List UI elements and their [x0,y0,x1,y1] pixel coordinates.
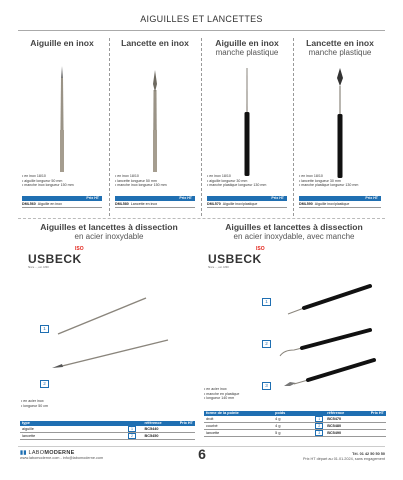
lancet-plastic-handle-image [297,60,383,190]
iso-badge: ISO [75,246,84,252]
section-specs: • en acier inox • longueur 50 cm [21,399,49,408]
footer-brand: ▮▮ LABOMODERNE www.labomoderne.com - info@labomoderne.com [20,450,104,460]
dissection-section-right [202,222,386,242]
column-divider [201,38,202,216]
price-bar: Prix HT [115,196,195,201]
reference-table-right: forme de la pointe poids référence Prix HT droit 4 g 1 BC5470 courbé 4 g 2 BC5480 lancette 5 g 3 BC5490 [206,411,384,435]
product-card-2 [113,38,197,216]
product-reference: DML570 Aiguille inox/plastique [207,202,287,208]
section-subtitle: en acier inoxydable [74,232,144,241]
product-title: Lancette en inox [306,38,374,48]
reference-table-left: type référence Prix HT aiguille 1 BC5440 lancette 2 BC5450 [22,421,193,438]
column-divider [293,38,294,216]
label-1: 1 [262,298,271,306]
product-card-4 [297,38,383,216]
product-reference: DML580 Lancette en inox [115,202,195,208]
product-specs: • en inox 18/10 • lancette longueur 50 mm • manche inox longueur 150 mm [115,174,167,188]
footer-info: Tél. 01 42 50 50 50 Prix HT départ au 01.01.2024, sans engagement [302,452,385,461]
footer-contact: www.labomoderne.com - info@labomoderne.com [20,456,104,460]
page-title: AIGUILLES ET LANCETTES [140,14,263,24]
section-title: Aiguilles et lancettes à dissection [40,222,178,232]
product-subtitle: manche plastique [215,48,279,57]
product-specs: • en inox 18/10 • aiguille longueur 30 mm • manche plastique longueur 130 mm [207,174,267,188]
product-title: Lancette en inox [121,38,189,48]
section-specs: • en acier inox • manche en plastique • longueur 140 mm [204,387,240,401]
label-1: 1 [40,325,49,333]
label-2: 2 [262,340,271,348]
product-title: Aiguille en inox [215,38,279,48]
table-row: courbé 4 g 2 BC5480 [204,423,386,430]
table-row: aiguille 1 BC5440 [20,426,195,433]
page-header [18,14,385,31]
product-card-1 [20,38,104,216]
usbeck-logo: USBECK Since ..., est. 1890 [28,252,82,269]
price-bar: Prix HT [207,196,287,201]
price-bar: Prix HT [22,196,102,201]
table-row: lancette 5 g 3 BC5490 [204,430,386,437]
lancet-image [113,60,197,190]
column-divider [109,38,110,216]
product-specs: • en inox 18/10 • lancette longueur 30 mm • manche plastique longueur 130 mm [299,174,359,188]
product-reference: DML590 Aiguille inox/plastique [299,202,381,208]
label-2: 2 [40,380,49,388]
label-3: 3 [262,382,271,390]
needle-image [20,60,104,190]
table-row: lancette 2 BC5450 [20,433,195,440]
table-row: droit 4 g 1 BC5470 [204,416,386,423]
section-subtitle: en acier inoxydable, avec manche [233,232,355,241]
product-card-3 [205,38,289,216]
product-reference: DML560 Aiguille en inox [22,202,102,208]
product-specs: • en inox 18/10 • aiguille longueur 50 mm • manche inox longueur 150 mm [22,174,74,188]
page-number: 6 [198,446,206,462]
dissection-section-left [20,222,198,242]
needle-plastic-handle-image [205,60,289,190]
product-subtitle: manche plastique [308,48,372,57]
section-divider [18,218,385,219]
price-bar: Prix HT [299,196,381,201]
section-title: Aiguilles et lancettes à dissection [225,222,363,232]
iso-badge: ISO [256,246,265,252]
product-title: Aiguille en inox [30,38,94,48]
usbeck-logo: USBECK Since ..., est. 1890 [208,252,262,269]
dissection-needles-image [50,290,180,370]
handled-needles-image [274,280,384,390]
